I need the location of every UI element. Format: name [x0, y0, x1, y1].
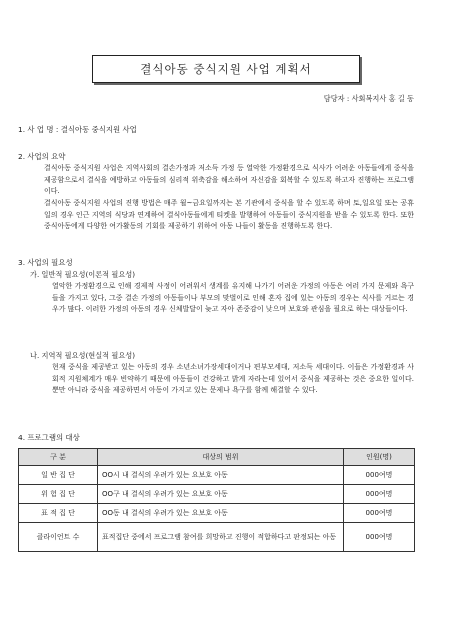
target-table	[18, 448, 415, 552]
table-row	[19, 523, 415, 552]
table-cell-scope: OO시 내 결식의 우려가 있는 요보호 아동	[98, 466, 344, 485]
table-cell-count: 000여명	[344, 485, 415, 504]
table-header-category: 구 분	[19, 449, 98, 466]
table-cell-count: 000여명	[344, 523, 415, 552]
section-2-heading: 2. 사업의 요약	[18, 152, 66, 161]
table-row	[19, 485, 415, 504]
table-row	[19, 504, 415, 523]
table-cell-category: 클라이언트 수	[19, 523, 98, 552]
section-2-paragraph-2: 결식아동 중식지원 사업의 진행 방법은 매주 월~금요일까지는 본 기관에서 중식을 할 수 있도록 하며 토,일요일 또는 공휴일의 경우 인근 지역의 식당과 연계하여 결식아동들에게 티켓을 발행하여 아동들이 중식지원을 받을 수 있도록 한다. 또한 중식아동에게 다양한 여가활동의 기회를 제공하기 위하여 아동 나들이 활동을 진행하도록 한다.	[44, 199, 414, 231]
table-cell-scope: 표적집단 중에서 프로그램 참여를 희망하고 진행이 적합하다고 판정되는 아동	[98, 523, 344, 552]
section-4-heading: 4. 프로그램의 대상	[18, 433, 80, 442]
table-row	[19, 466, 415, 485]
table-cell-scope: OO동 내 결식의 우려가 있는 요보호 아동	[98, 504, 344, 523]
table-cell-category: 위 험 집 단	[19, 485, 98, 504]
table-cell-category: 표 적 집 단	[19, 504, 98, 523]
table-cell-count: 000여명	[344, 504, 415, 523]
table-cell-scope: OO구 내 결식의 우려가 있는 요보호 아동	[98, 485, 344, 504]
section-3-heading: 3. 사업의 필요성	[18, 258, 73, 267]
table-cell-count: 000여명	[344, 466, 415, 485]
section-1-project-name: 1. 사 업 명 : 결식아동 중식지원 사업	[18, 125, 137, 134]
section-3a-heading: 가. 일반적 필요성(이론적 필요성)	[30, 270, 136, 279]
table-header-row	[19, 449, 415, 466]
author-line: 담당자 : 사회복지사 홍 길 동	[323, 94, 414, 103]
document-title: 결식아동 중식지원 사업 계획서	[92, 55, 360, 83]
section-3b-paragraph: 현재 중식을 제공받고 있는 아동의 경우 소년소녀가장세대이거나 편부모세대, 저소득 세대이다. 이들은 가정환경과 사회적 지원체계가 매우 빈약하기 때문에 아동들이 건강하고 밝게 자라는데 있어서 중식을 제공하는 것은 중요한 일이다. 뿐만 아니라 중식을 제공하면서 아동이 가지고 있는 문제나 욕구를 함께 해결할 수 있다.	[52, 363, 414, 395]
table-cell-category: 일 반 집 단	[19, 466, 98, 485]
table-header-scope: 대상의 범위	[98, 449, 344, 466]
section-2-paragraph-1: 결식아동 중식지원 사업은 지역사회의 결손가정과 저소득 가정 등 열악한 가정환경으로 식사가 어려운 아동들에게 중식을 제공함으로서 결식을 예방하고 아동들의 심리적 위축감을 해소하여 자신감을 회복할 수 있도록 하고자 진행하는 프로그램이다.	[44, 164, 414, 196]
section-3b-heading: 나. 지역적 필요성(현실적 필요성)	[30, 351, 136, 360]
table-header-count: 인원(명)	[344, 449, 415, 466]
section-3a-paragraph: 열악한 가정환경으로 인해 경제적 사정이 어려워서 생계를 유지해 나가기 어려운 가정의 아동은 여러 가지 문제와 욕구들을 가지고 있다, 그중 결손 가정의 아동들이나 부모의 맞벌이로 인해 혼자 집에 있는 아동의 경우는 식사를 거르는 경우가 많다. 이러한 가정의 아동의 경우 신체발달이 늦고 자아 존중감이 낮으며 보호와 관심을 필요로 하는 대상들이다.	[52, 282, 414, 314]
